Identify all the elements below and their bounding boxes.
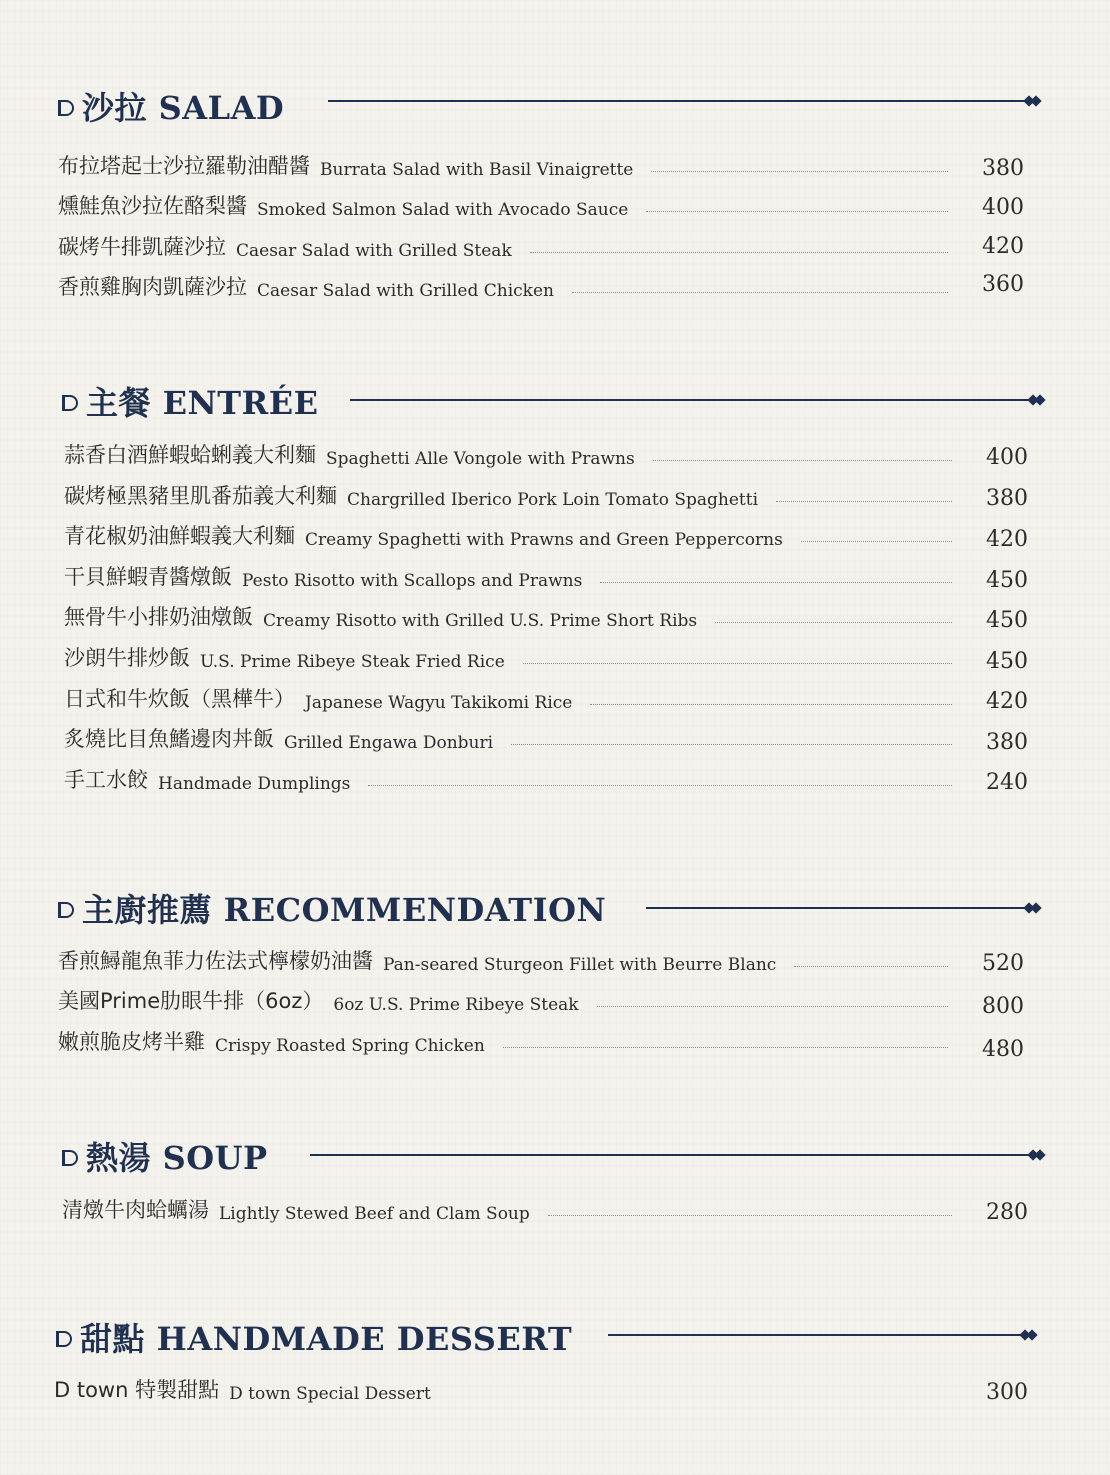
menu-item <box>64 723 964 753</box>
section-divider <box>646 901 1040 915</box>
item-name-en: 6oz U.S. Prime Ribeye Steak <box>333 995 579 1015</box>
item-price: 420 <box>986 527 1028 552</box>
item-name-zh: 布拉塔起士沙拉羅勒油醋醬 <box>58 154 310 178</box>
d-logo-icon <box>58 100 74 116</box>
item-price: 520 <box>982 951 1024 976</box>
section-divider <box>608 1328 1036 1342</box>
section-title: 主餐 ENTRÉE <box>86 384 319 422</box>
item-name-zh: 炙燒比目魚鰭邊肉丼飯 <box>64 727 274 751</box>
leader-dots <box>511 744 952 745</box>
menu-item <box>64 764 964 794</box>
item-name-en: Crispy Roasted Spring Chicken <box>215 1036 485 1056</box>
item-name-en: Burrata Salad with Basil Vinaigrette <box>320 160 634 180</box>
item-name-en: Creamy Risotto with Grilled U.S. Prime Short Ribs <box>263 611 698 631</box>
item-name-en: Pesto Risotto with Scallops and Prawns <box>242 571 583 591</box>
item-name-en: Caesar Salad with Grilled Chicken <box>257 281 554 301</box>
section-title: 甜點 HANDMADE DESSERT <box>80 1320 573 1358</box>
item-name-zh: 無骨牛小排奶油燉飯 <box>64 605 253 629</box>
item-price: 400 <box>982 195 1024 220</box>
menu-item <box>58 150 960 180</box>
d-logo-icon <box>62 395 78 411</box>
item-name-zh: 蒜香白酒鮮蝦蛤蜊義大利麵 <box>64 443 316 467</box>
item-price: 300 <box>986 1380 1028 1405</box>
section-header-entree <box>62 381 318 421</box>
item-name-zh: 燻鮭魚沙拉佐酪梨醬 <box>58 194 247 218</box>
item-name-zh: 沙朗牛排炒飯 <box>64 646 190 670</box>
leader-dots <box>794 966 948 967</box>
leader-dots <box>590 704 952 705</box>
item-price: 280 <box>986 1200 1028 1225</box>
item-price: 450 <box>986 568 1028 593</box>
menu-item <box>58 231 960 261</box>
section-header-dessert <box>56 1317 572 1357</box>
item-name-en: Grilled Engawa Donburi <box>284 733 494 753</box>
leader-dots <box>600 582 952 583</box>
item-price: 420 <box>982 234 1024 259</box>
leader-dots <box>776 501 952 502</box>
section-title: 熱湯 SOUP <box>86 1139 268 1177</box>
item-price: 360 <box>982 272 1024 297</box>
item-name-en: Smoked Salmon Salad with Avocado Sauce <box>257 200 629 220</box>
item-price: 380 <box>986 730 1028 755</box>
item-name-en: Spaghetti Alle Vongole with Prawns <box>326 449 635 469</box>
leader-dots <box>651 171 948 172</box>
item-name-zh: 美國Prime肋眼牛排（6oz） <box>58 989 324 1013</box>
d-logo-icon <box>62 1150 78 1166</box>
item-price: 480 <box>982 1037 1024 1062</box>
item-name-zh: 碳烤牛排凱薩沙拉 <box>58 235 226 259</box>
menu-item <box>64 683 964 713</box>
item-price: 380 <box>986 486 1028 511</box>
item-name-en: Lightly Stewed Beef and Clam Soup <box>219 1204 530 1224</box>
leader-dots <box>653 460 952 461</box>
item-name-zh: 青花椒奶油鮮蝦義大利麵 <box>64 524 295 548</box>
item-name-en: Chargrilled Iberico Pork Loin Tomato Spaghetti <box>347 490 759 510</box>
item-name-en: Caesar Salad with Grilled Steak <box>236 241 512 261</box>
menu-item <box>58 945 960 975</box>
leader-dots <box>646 211 948 212</box>
menu-item <box>58 1026 960 1056</box>
menu-item <box>64 480 964 510</box>
menu-item <box>58 271 960 301</box>
leader-dots <box>715 622 952 623</box>
item-name-zh: 香煎鱘龍魚菲力佐法式檸檬奶油醬 <box>58 949 373 973</box>
menu-item <box>64 642 964 672</box>
leader-dots <box>572 292 948 293</box>
section-header-soup <box>62 1136 268 1176</box>
section-title: 沙拉 SALAD <box>82 89 285 127</box>
item-name-zh: 干貝鮮蝦青醬燉飯 <box>64 565 232 589</box>
item-name-zh: D town 特製甜點 <box>54 1378 220 1402</box>
item-name-en: Creamy Spaghetti with Prawns and Green Peppercorns <box>305 530 783 550</box>
leader-dots <box>523 663 952 664</box>
section-divider <box>328 94 1040 108</box>
item-name-en: D town Special Dessert <box>229 1384 431 1404</box>
section-divider <box>310 1148 1044 1162</box>
item-price: 400 <box>986 445 1028 470</box>
menu-item <box>58 190 960 220</box>
menu-item <box>64 561 964 591</box>
menu-item <box>64 601 964 631</box>
item-price: 420 <box>986 689 1028 714</box>
menu-item <box>64 520 964 550</box>
leader-dots <box>503 1047 948 1048</box>
item-price: 380 <box>982 156 1024 181</box>
menu-item <box>64 439 964 469</box>
item-name-en: Japanese Wagyu Takikomi Rice <box>305 693 573 713</box>
leader-dots <box>368 785 952 786</box>
item-name-zh: 嫩煎脆皮烤半雞 <box>58 1030 205 1054</box>
leader-dots <box>449 1395 948 1396</box>
item-price: 450 <box>986 649 1028 674</box>
section-header-recommendation <box>58 888 606 928</box>
item-name-en: U.S. Prime Ribeye Steak Fried Rice <box>200 652 505 672</box>
item-name-zh: 香煎雞胸肉凱薩沙拉 <box>58 275 247 299</box>
item-name-zh: 手工水餃 <box>64 768 148 792</box>
section-divider <box>350 393 1044 407</box>
d-logo-icon <box>56 1331 72 1347</box>
item-name-zh: 日式和牛炊飯（黑樺牛） <box>64 687 295 711</box>
item-price: 450 <box>986 608 1028 633</box>
item-name-zh: 碳烤極黑豬里肌番茄義大利麵 <box>64 484 337 508</box>
item-name-en: Handmade Dumplings <box>158 774 351 794</box>
section-header-salad <box>58 86 284 126</box>
leader-dots <box>548 1215 952 1216</box>
menu-item <box>58 985 960 1015</box>
menu-item <box>54 1374 960 1404</box>
leader-dots <box>597 1006 948 1007</box>
section-title: 主廚推薦 RECOMMENDATION <box>82 891 607 929</box>
leader-dots <box>530 252 948 253</box>
leader-dots <box>801 541 952 542</box>
item-name-en: Pan-seared Sturgeon Fillet with Beurre Blanc <box>383 955 777 975</box>
item-name-zh: 清燉牛肉蛤蠣湯 <box>62 1198 209 1222</box>
item-price: 240 <box>986 770 1028 795</box>
menu-item <box>62 1194 964 1224</box>
item-price: 800 <box>982 994 1024 1019</box>
d-logo-icon <box>58 902 74 918</box>
